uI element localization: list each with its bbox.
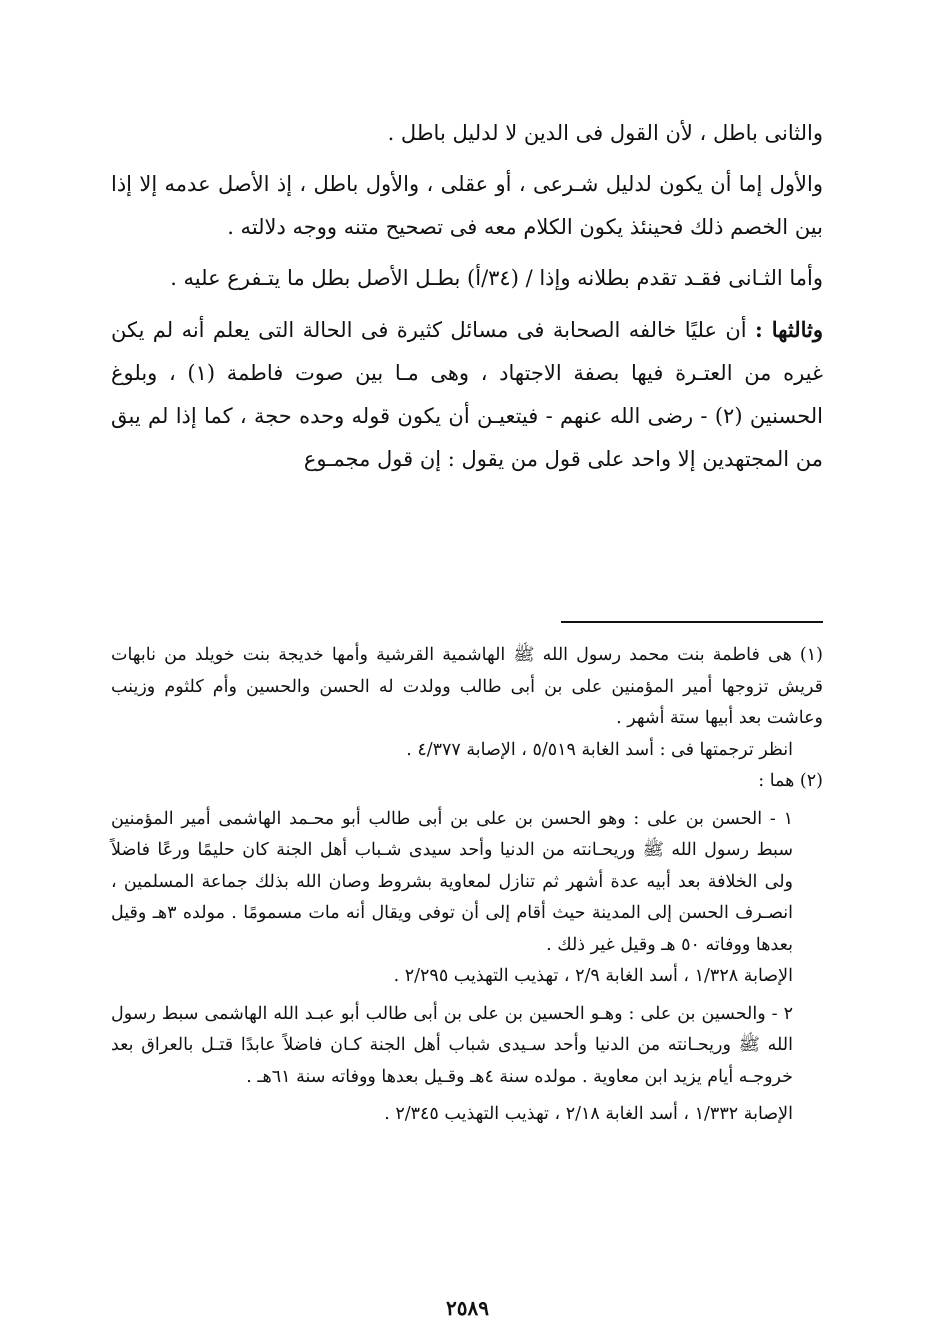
footnote-1: (١) هى فاطمة بنت محمد رسول الله ﷺ الهاشمية القرشية وأمها خديجة بنت خويلد من نابهات قريش تزوجها أمير المؤمنين على بن أبى طالب وولدت له الحسن والحسين وأم كلثوم وزينب وعاشت بعد أبيها ستة أشهر . [111, 645, 823, 728]
paragraph-2: والأول إما أن يكون لدليل شـرعى ، أو عقلى ، والأول باطل ، إذ الأصل عدمه إلا إذا بين الخصم ذلك فحينئذ يكون الكلام معه فى تصحيح متنه ووجه دلالته . [111, 172, 823, 239]
footnote-2-item-2-source: الإصابة ١/٣٣٢ ، أسد الغابة ٢/١٨ ، تهذيب التهذيب ٢/٣٤٥ . [384, 1104, 793, 1124]
paragraph-3: وأما الثـانى فقـد تقدم بطلانه وإذا / (٣٤/أ) بطـل الأصل بطل ما يتـفرع عليه . [170, 266, 823, 290]
paragraph-4-lead: وثالثها : [755, 317, 823, 342]
footnotes-section [111, 640, 823, 1131]
footnote-2-item-1-source: الإصابة ١/٣٢٨ ، أسد الغابة ٢/٩ ، تهذيب التهذيب ٢/٢٩٥ . [393, 966, 793, 986]
main-body-text [111, 112, 823, 481]
footnote-1-source: انظر ترجمتها فى : أسد الغابة ٥/٥١٩ ، الإصابة ٤/٣٧٧ . [406, 739, 793, 760]
paragraph-4-body: أن عليًا خالفه الصحابة فى مسائل كثيرة فى الحالة التى يعلم أنه لم يكن غيره من العتـرة فيها بصفة الاجتهاد ، وهى مـا بين صوت فاطمة (١) ، وبلوغ الحسنين (٢) - رضى الله عنهم - فيتعيـن أن يكون قوله وحده حجة ، كما إذا لم يبق من المجتهدين إلا واحد على قول من يقول : إن قول مجمـوع [111, 318, 824, 471]
page-number: ٢٥٨٩ [446, 1296, 489, 1320]
footnote-2-item-2: ٢ - والحسين بن على : وهـو الحسين بن على بن أبى طالب أبو عبـد الله الهاشمى سبط رسول الله ﷺ وريحـانته من الدنيا وأحد سـيدى شباب أهل الجنة كـان فاضلاً عابدًا قتـل بالعراق بعد خروجـه أيام يزيد ابن معاوية . مولده سنة ٤هـ وقـيل بعدها ووفاته سنة ٦١هـ . [111, 1003, 793, 1087]
footnote-divider [561, 621, 823, 623]
paragraph-4 [111, 308, 823, 481]
footnote-2-heading: (٢) هما : [758, 771, 823, 791]
paragraph-1: والثانى باطل ، لأن القول فى الدين لا لدليل باطل . [387, 121, 823, 145]
footnote-2-item-1: ١ - الحسن بن على : وهو الحسن بن على بن أبى طالب أبو محـمد الهاشمى أمير المؤمنين سبط رسول الله ﷺ وريحـانته من الدنيا وأحد سيدى شـباب أهل الجنة كان حليمًا ورعًا فاضلاً ولى الخلافة بعد أبيه عدة أشهر ثم تنازل لمعاوية بشروط وصان الله بذلك جماعة المسلمين ، انصـرف الحسن إلى المدينة حيث أقام إلى أن توفى ويقال أنه مات مسمومًا . مولده ٣هـ وقيل بعدها ووفاته ٥٠ هـ وقيل غير ذلك . [111, 808, 793, 955]
